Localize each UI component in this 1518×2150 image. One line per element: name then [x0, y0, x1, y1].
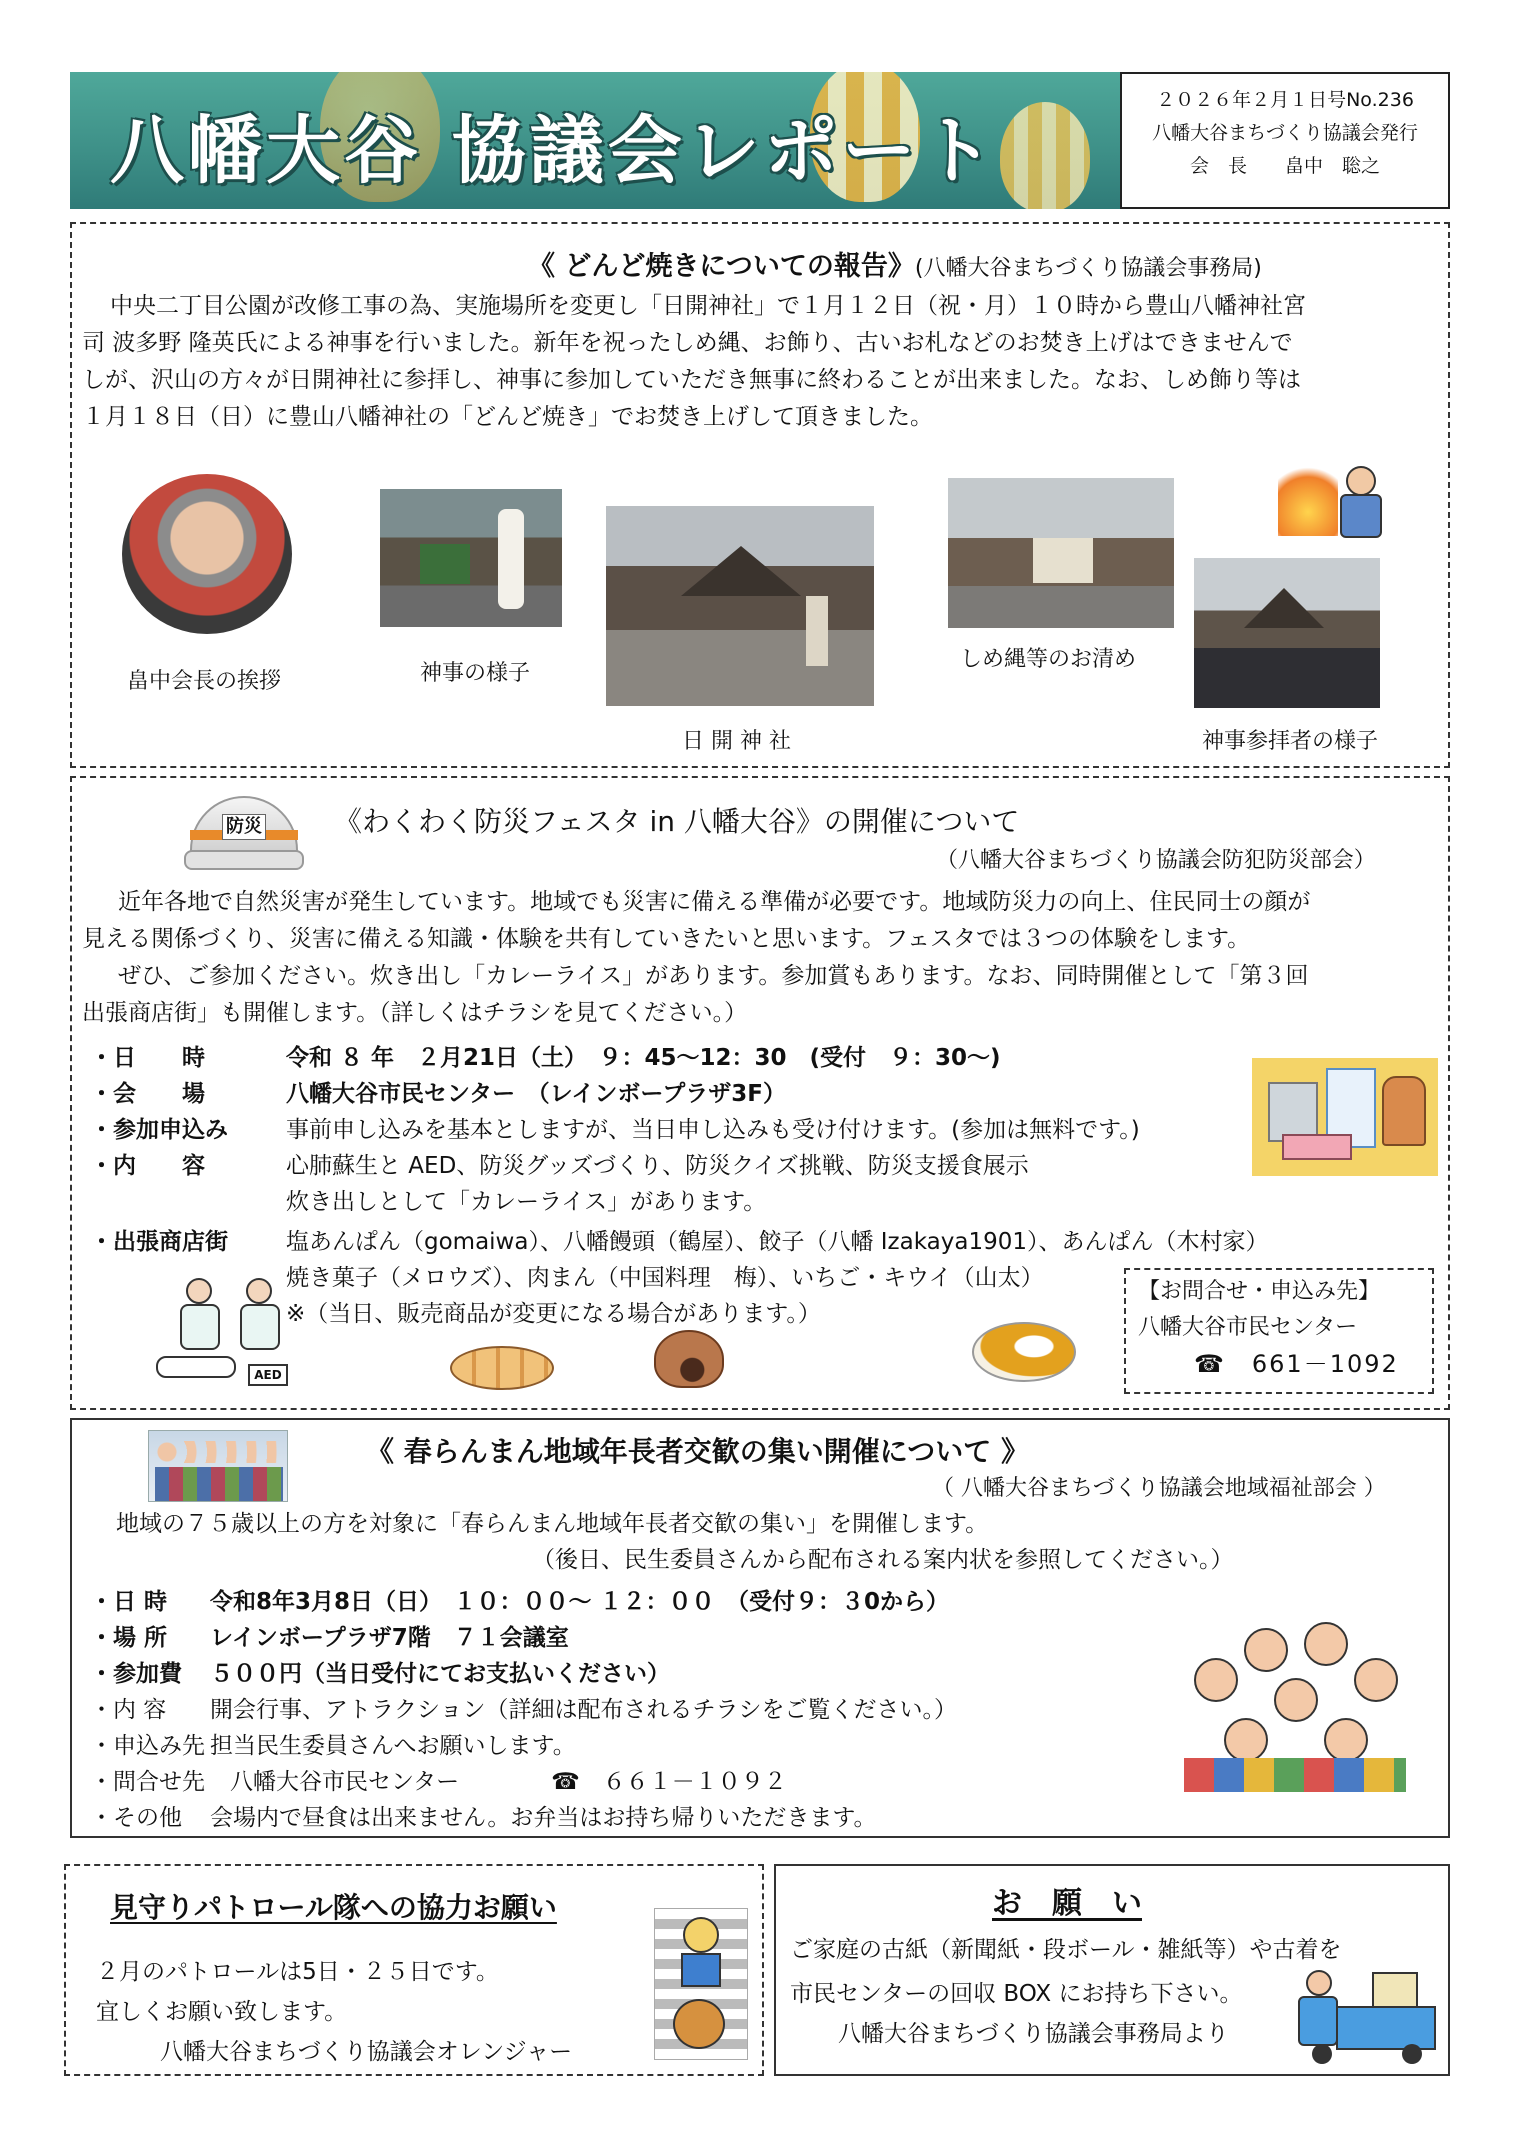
issue-number: ２０２６年２月１日号No.236 [1156, 89, 1414, 111]
caption-chair: 畠中会長の挨拶 [127, 669, 282, 694]
caption-ritual: 神事の様子 [420, 661, 531, 686]
signature: 八幡大谷まちづくり協議会オレンジャー [160, 2039, 573, 2065]
section-org: (八幡大谷まちづくり協議会事務局) [914, 256, 1262, 281]
event-item: ※（当日、販売商品が変更になる場合があります。） [286, 1301, 821, 1327]
request-section [774, 1864, 1450, 2076]
crosswalk-illustration [654, 1908, 748, 2060]
body-line: 中央二丁目公園が改修工事の為、実施場所を変更し「日開神社」で１月１２日（祝・月）１０時から豊山八幡神社宮 [110, 293, 1306, 319]
body-line: 地域の７５歳以上の方を対象に「春らんまん地域年長者交歓の集い」を開催します。 [116, 1511, 989, 1537]
group-photo-illustration [148, 1430, 288, 1502]
helmet-label: 防災 [222, 814, 266, 840]
issue-info [1120, 72, 1450, 209]
body-line: 司 波多野 隆英氏による神事を行いました。新年を祝ったしめ縄、お飾り、古いお札などのお焚き上げはできませんで [82, 330, 1293, 356]
balloon-illustration [1000, 102, 1090, 209]
bousai-festa-section [70, 776, 1450, 1410]
contact-phone: ☎ 661－1092 [1194, 1350, 1399, 1378]
event-item: 炊き出しとして「カレーライス」があります。 [286, 1189, 767, 1215]
manju-illustration [654, 1330, 724, 1388]
contact-box [1124, 1268, 1434, 1394]
body-line: 出張商店街」も開催します。（詳しくはチラシを見てください。） [82, 1000, 748, 1026]
contact-place: 八幡大谷市民センター [1138, 1315, 1358, 1340]
body-line: ご家庭の古紙（新聞紙・段ボール・雑紙等）や古着を [790, 1937, 1342, 1963]
newsletter-title: 八幡大谷 協議会レポート [110, 108, 998, 194]
body-line: ぜひ、ご参加ください。炊き出し「カレーライス」があります。参加賞もあります。なお、同時開催として「第３回 [118, 963, 1309, 989]
signature: 八幡大谷まちづくり協議会事務局より [838, 2021, 1229, 2047]
body-line: 見える関係づくり、災害に備える知識・体験を共有していきたいと思います。フェスタでは３つの体験をします。 [82, 926, 1251, 952]
section-title: 《 春らんまん地域年長者交歓の集い開催について 》 [366, 1435, 1029, 1468]
elders-gathering-section [70, 1418, 1450, 1838]
body-line: １月１８日（日）に豊山八幡神社の「どんど焼き」でお焚き上げして頂きました。 [82, 404, 933, 430]
event-item: ・参加申込み 事前申し込みを基本としますが、当日申し込みも受け付けます。(参加は無料です。) [90, 1117, 1140, 1143]
recycling-truck-illustration [1292, 1966, 1442, 2066]
header-banner [70, 72, 1120, 209]
chair-name: 会 長 畠中 聡之 [1189, 155, 1380, 177]
shrine-photo [606, 506, 874, 706]
section-title: 《 どんど焼きについての報告》(八幡大谷まちづくり協議会事務局) [528, 251, 1262, 282]
event-item: ・日 時 令和 ８ 年 ２月21日（土） ９：45～12：30 (受付 ９：30～) [90, 1045, 1001, 1071]
cheering-elders-illustration [1184, 1618, 1406, 1792]
aed-label: AED [248, 1364, 288, 1386]
body-line: 市民センターの回収 BOX にお持ち下さい。 [790, 1981, 1243, 2007]
gathering-item: ・参加費 ５００円（当日受付にてお支払いください） [90, 1661, 670, 1687]
dondo-report-section [70, 222, 1450, 768]
gathering-item: ・場 所 レインボープラザ7階 ７１会議室 [90, 1625, 569, 1651]
caption-shrine: 日 開 神 社 [682, 729, 791, 754]
gathering-item: ・問合せ先 八幡大谷市民センター ☎ ６６１－１０９２ [90, 1769, 787, 1795]
chair-photo [122, 474, 292, 634]
gathering-item: ・日 時 令和8年3月8日（日） １０：００～ １２：００ （受付９：３0から） [90, 1589, 950, 1615]
aed-illustration [156, 1278, 306, 1396]
ritual-photo [380, 489, 562, 627]
body-line: （後日、民生委員さんから配布される案内状を参照してください。） [532, 1547, 1234, 1573]
gyoza-illustration [450, 1346, 554, 1390]
emergency-supplies-illustration [1252, 1058, 1438, 1176]
patrol-section [64, 1864, 764, 2076]
event-item: ・会 場 八幡大谷市民センター （レインボープラザ3F） [90, 1081, 786, 1107]
body-line: しが、沢山の方々が日開神社に参拝し、神事に参加していただき無事に終わることが出来ました。なお、しめ飾り等は [82, 367, 1301, 393]
event-item: ・内 容 心肺蘇生と AED、防災グッズづくり、防災クイズ挑戦、防災支援食展示 [90, 1153, 1029, 1179]
caption-visitors: 神事参拝者の様子 [1202, 729, 1379, 754]
section-title: 《わくわく防災フェスタ in 八幡大谷》の開催について [334, 805, 1020, 838]
gathering-item: ・内 容 開会行事、アトラクション（詳細は配布されるチラシをご覧ください。） [90, 1697, 958, 1723]
section-org: （八幡大谷まちづくり協議会防犯防災部会） [936, 848, 1376, 873]
section-title: お 願 い [992, 1886, 1142, 1921]
body-line: 近年各地で自然災害が発生しています。地域でも災害に備える準備が必要です。地域防災力の向上、住民同士の顔が [118, 889, 1311, 915]
publisher: 八幡大谷まちづくり協議会発行 [1152, 122, 1418, 144]
event-item: ・出張商店街 塩あんぱん（gomaiwa）、八幡饅頭（鶴屋）、餃子（八幡 Izakaya1901）、あんぱん（木村家） [90, 1229, 1269, 1255]
body-line: ２月のパトロールは5日・２５日です。 [96, 1959, 499, 1985]
bonfire-illustration [1268, 436, 1388, 544]
purification-photo [948, 478, 1174, 628]
section-title: 見守りパトロール隊への協力お願い [110, 1891, 557, 1924]
visitors-photo [1194, 558, 1380, 708]
event-item: 焼き菓子（メロウズ）、肉まん（中国料理 梅）、いちご・キウイ（山太） [286, 1265, 1044, 1291]
body-line: 宜しくお願い致します。 [96, 1999, 348, 2025]
helmet-illustration [184, 792, 304, 878]
gathering-item: ・その他 会場内で昼食は出来ません。お弁当はお持ち帰りいただきます。 [90, 1805, 877, 1831]
contact-title: 【お問合せ・申込み先】 [1138, 1279, 1381, 1304]
curry-illustration [972, 1322, 1076, 1382]
caption-purify: しめ縄等のお清め [960, 647, 1137, 672]
gathering-item: ・申込み先 担当民生委員さんへお願いします。 [90, 1733, 576, 1759]
section-org: （ 八幡大谷まちづくり協議会地域福祉部会 ） [932, 1476, 1386, 1501]
